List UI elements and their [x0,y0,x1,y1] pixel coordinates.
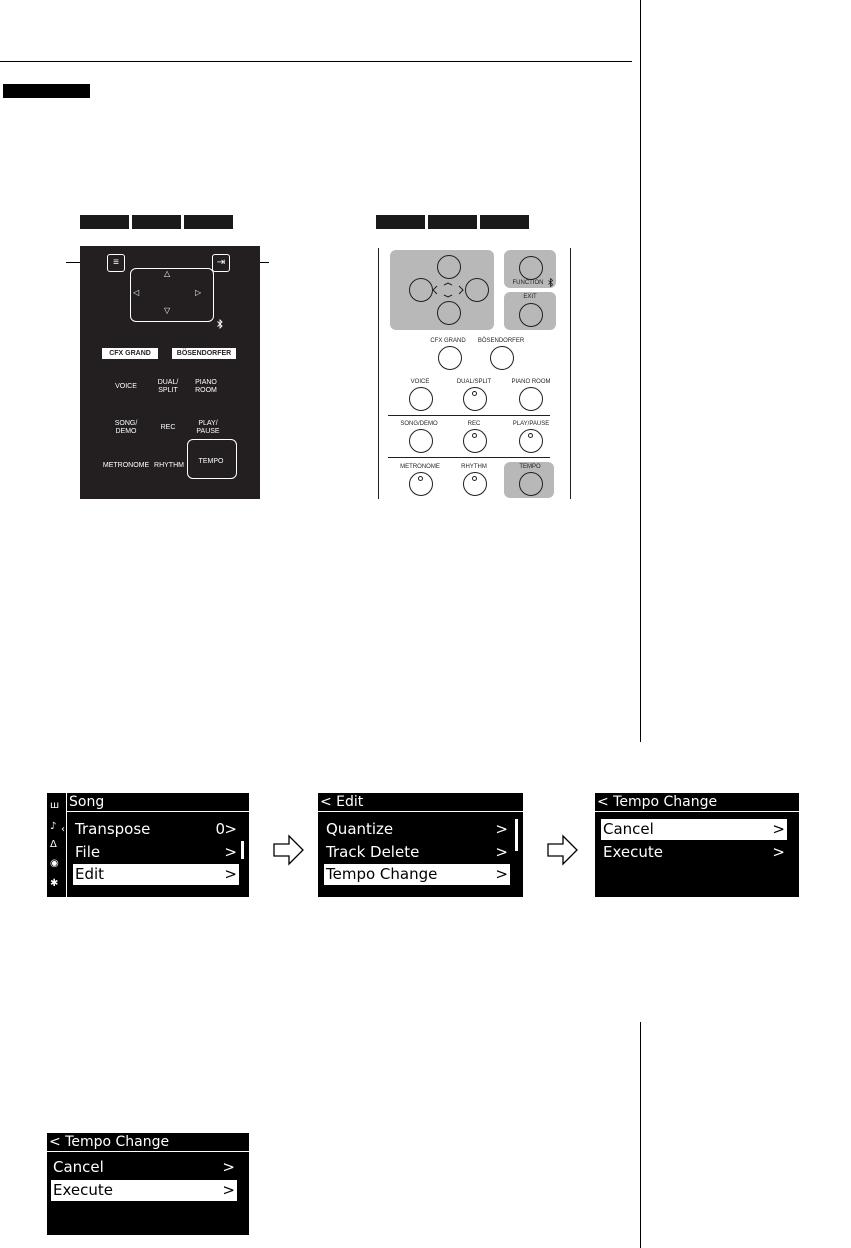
chevron-right-icon: > [224,865,237,883]
control-panel-a [80,246,260,499]
play-pause-label[interactable]: PLAY/PAUSE [512,421,550,427]
chevron-right-icon: > [222,1158,235,1176]
song-demo-label[interactable]: SONG/ DEMO [114,420,138,435]
menu-item-cancel[interactable] [601,819,787,840]
menu-item-track-delete[interactable] [324,842,510,863]
screen-title: Song [69,794,105,810]
rec-label[interactable]: REC [467,421,481,427]
cfx-grand-label[interactable]: CFX GRAND [430,338,466,344]
indicator-lamp [472,391,477,396]
side-divider [66,793,67,897]
chevron-right-icon: > [224,820,237,838]
item-label: Execute [603,843,663,861]
right-button[interactable] [465,278,489,302]
screen-title: < Tempo Change [597,794,718,810]
model-tags-b [376,215,529,229]
item-label: Execute [53,1181,113,1199]
rhythm-label[interactable]: RHYTHM [461,464,487,470]
chevron-left-icon: ‹ [61,824,65,835]
edit-menu-screen [318,793,523,897]
menu-key[interactable]: ≡ [107,254,125,272]
item-label: Tempo Change [326,865,438,883]
margin-rule-top [640,0,641,742]
item-label: Cancel [53,1158,104,1176]
dual-split-label[interactable]: DUAL/SPLIT [456,379,492,385]
title-underline [595,811,799,812]
item-label: Edit [75,865,105,883]
play-pause-label[interactable]: PLAY/ PAUSE [196,420,220,435]
dpad-center-icon [432,282,464,298]
tempo-label[interactable]: TEMPO [198,458,224,465]
menu-item-execute[interactable] [601,842,787,863]
screen-title: < Edit [320,794,364,810]
function-label[interactable]: FUNCTION [512,280,544,286]
piano-icon: ш [50,800,60,811]
item-label: Track Delete [326,843,420,861]
indicator-lamp [472,476,477,481]
dpad-right-icon[interactable]: ▷ [195,288,202,297]
menu-item-file[interactable] [73,842,239,863]
dpad-left-icon[interactable]: ◁ [133,288,140,297]
cfx-grand-button[interactable] [438,346,462,370]
indicator-lamp [528,433,533,438]
scrollbar [515,819,518,851]
panel-b-left-edge [378,248,379,499]
next-arrow-icon [273,834,305,866]
title-underline [318,811,523,812]
panel-b-divider-1 [388,415,550,416]
bluetooth-icon [217,319,223,329]
record-icon: ◉ [50,858,59,869]
panel-b-divider-2 [388,457,550,458]
up-button[interactable] [437,255,461,279]
chevron-right-icon: > [222,1181,235,1199]
indicator-lamp [418,476,423,481]
header-rule [0,61,632,62]
bosendorfer-button[interactable] [490,346,514,370]
margin-rule-bottom [640,1022,641,1248]
metronome-label[interactable]: METRONOME [102,462,150,469]
chevron-right-icon: > [495,865,508,883]
voice-label[interactable]: VOICE [115,383,137,390]
screen-title: < Tempo Change [49,1134,170,1150]
dual-split-label[interactable]: DUAL/ SPLIT [157,379,179,394]
item-label: Quantize [326,820,394,838]
item-label: File [75,843,101,861]
menu-item-execute[interactable] [51,1180,237,1201]
rhythm-label[interactable]: RHYTHM [154,462,184,469]
song-demo-button[interactable] [409,429,433,453]
down-button[interactable] [437,301,461,325]
note-icon: ♪ [50,821,57,832]
function-button[interactable] [519,256,543,280]
cfx-grand-label[interactable]: CFX GRAND [102,348,158,359]
indicator-lamp [472,433,477,438]
dpad-down-icon[interactable]: ▽ [164,306,171,315]
tempo-button[interactable] [519,472,543,496]
piano-room-button[interactable] [519,387,543,411]
menu-item-transpose[interactable] [73,819,239,840]
bosendorfer-label[interactable]: BÖSENDORFER [477,338,525,344]
chevron-right-icon: > [495,843,508,861]
control-panel-b [376,246,572,499]
model-tags-a [80,215,233,229]
exit-key[interactable]: ⇥ [212,254,230,272]
piano-room-label[interactable]: PIANO ROOM [511,379,551,385]
voice-button[interactable] [409,387,433,411]
next-arrow-icon [547,834,579,866]
dpad-up-icon[interactable]: △ [164,269,171,278]
metronome-label[interactable]: METRONOME [400,464,440,470]
menu-item-tempo-change[interactable] [324,864,510,885]
chevron-right-icon: > [772,820,785,838]
title-underline [67,811,249,812]
bluetooth-icon: ✱ [50,878,59,889]
exit-button[interactable] [519,303,543,327]
piano-room-label[interactable]: PIANO ROOM [195,379,217,394]
item-label: Transpose [75,820,151,838]
chevron-right-icon: > [495,820,508,838]
left-button[interactable] [409,278,433,302]
bluetooth-icon [548,278,553,287]
exit-label[interactable]: EXIT [523,294,537,300]
item-value: 0 [215,820,225,838]
panel-b-right-edge [570,248,571,499]
section-tag [3,84,90,98]
menu-item-cancel[interactable] [51,1157,237,1178]
item-label: Cancel [603,820,654,838]
song-demo-label[interactable]: SONG/DEMO [400,421,438,427]
dpad[interactable] [130,268,214,322]
scrollbar [241,841,244,859]
voice-label[interactable]: VOICE [410,379,430,385]
tempo-change-screen [595,793,799,897]
menu-item-quantize[interactable] [324,819,510,840]
bosendorfer-label[interactable]: BÖSENDORFER [172,348,236,359]
menu-item-edit[interactable] [73,864,239,885]
tempo-change-execute-screen [47,1133,249,1235]
song-menu-screen [47,793,249,897]
title-underline [47,1151,249,1152]
rec-label[interactable]: REC [160,424,176,431]
tempo-label[interactable]: TEMPO [519,464,541,470]
chevron-right-icon: > [224,843,237,861]
chevron-right-icon: > [772,843,785,861]
metronome-icon: Δ [50,839,57,850]
